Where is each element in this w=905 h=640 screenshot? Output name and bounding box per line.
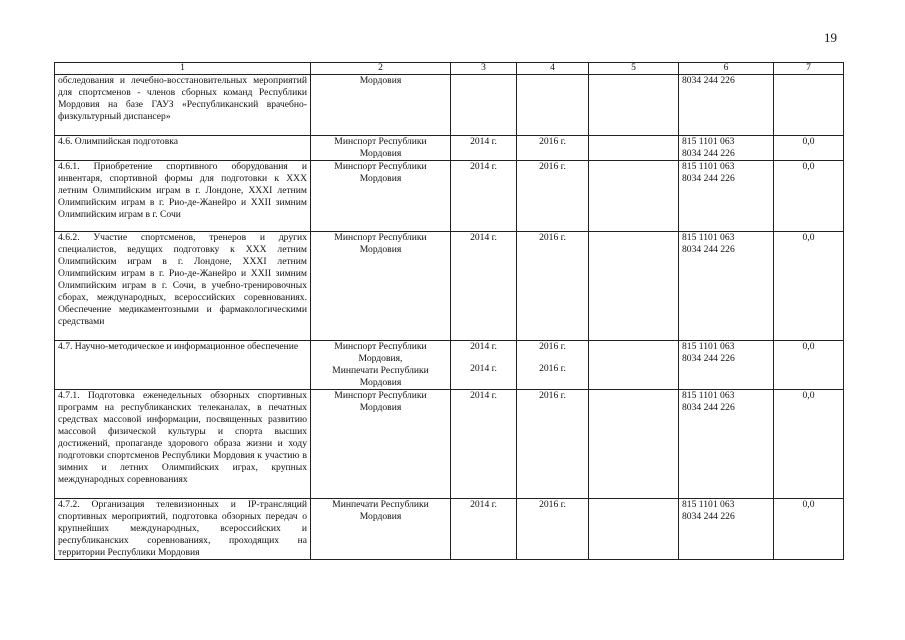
table-row (55, 161, 844, 232)
column-5-cell (589, 232, 679, 341)
activity-description-cell: 4.6. Олимпийская подготовка (55, 136, 311, 161)
end-year-line: 2016 г. (539, 363, 566, 374)
end-year-cell (517, 75, 589, 136)
end-year-line: 2016 г. (539, 390, 566, 401)
column-5-cell (589, 161, 679, 232)
start-year-line: 2014 г. (470, 499, 497, 510)
end-year-line: 2016 г. (539, 232, 566, 243)
executor-line: Мордовия (359, 377, 402, 388)
table-row (55, 341, 844, 390)
funding-value-cell: 0,0 (774, 161, 844, 232)
start-year-line: 2014 г. (470, 341, 497, 352)
start-year-cell (451, 232, 517, 341)
page-number: 19 (824, 30, 837, 45)
budget-code-line: 815 1101 063 (682, 499, 735, 510)
funding-value-cell: 0,0 (774, 390, 844, 499)
budget-code-cell (679, 161, 774, 232)
table-row (55, 499, 844, 560)
executor-line: Минспорт Республики (334, 161, 427, 172)
table-row (55, 75, 844, 136)
executor-line: Мордовия (359, 148, 402, 159)
start-year-line: 2014 г. (470, 390, 497, 401)
executor-cell (311, 341, 451, 390)
start-year-line: 2014 г. (470, 136, 497, 147)
funding-value-cell: 0,0 (774, 136, 844, 161)
executor-cell (311, 75, 451, 136)
start-year-line: 2014 г. (470, 232, 497, 243)
budget-code-line: 815 1101 063 (682, 341, 735, 352)
table-row (55, 232, 844, 341)
executor-line: Мордовия (359, 75, 402, 86)
executor-line: Минпечати Республики (332, 365, 429, 376)
header-cell: 5 (589, 63, 679, 75)
funding-value-cell (774, 75, 844, 136)
end-year-line: 2016 г. (539, 161, 566, 172)
start-year-cell (451, 136, 517, 161)
executor-line: Мордовия (359, 173, 402, 184)
end-year-line (520, 353, 585, 363)
executor-cell (311, 390, 451, 499)
budget-code-line: 815 1101 063 (682, 136, 735, 147)
budget-code-line: 815 1101 063 (682, 390, 735, 401)
budget-code-line: 8034 244 226 (682, 402, 735, 413)
header-cell: 1 (55, 63, 311, 75)
budget-code-cell (679, 390, 774, 499)
header-cell: 4 (517, 63, 589, 75)
activity-description-cell: обследования и лечебно-восстановительных мероприятий для спортсменов - членов сборных команд Республики Мордовия на базе ГАУЗ «Республиканский врачебно-физкультурный диспансер» (55, 75, 311, 136)
executor-line: Мордовия (359, 402, 402, 413)
executor-line: Минспорт Республики (334, 232, 427, 243)
executor-line: Мордовия, (358, 353, 403, 364)
activity-description-cell: 4.7.1. Подготовка еженедельных обзорных спортивных программ на республиканских телеканалах, в печатных средствах массовой информации, посвященных развитию массовой физической культуры и спорта высших достижений, пропаганде здорового образа жизни и ходу подготовки спортсменов Республики Мордовия к участию в зимних и летних Олимпийских играх, крупных международных соревнованиях (55, 390, 311, 499)
budget-code-cell (679, 232, 774, 341)
start-year-line (454, 75, 513, 85)
executor-line: Минспорт Республики (334, 136, 427, 147)
start-year-line: 2014 г. (470, 363, 497, 374)
executor-line: Мордовия (359, 511, 402, 522)
start-year-cell (451, 390, 517, 499)
executor-line: Минспорт Республики (334, 341, 427, 352)
budget-code-line: 8034 244 226 (682, 511, 735, 522)
executor-cell (311, 161, 451, 232)
end-year-cell (517, 390, 589, 499)
header-cell: 3 (451, 63, 517, 75)
executor-line: Мордовия (359, 244, 402, 255)
end-year-cell (517, 232, 589, 341)
end-year-line (520, 75, 585, 85)
header-row (55, 63, 844, 75)
table-body (55, 63, 844, 560)
column-5-cell (589, 75, 679, 136)
budget-code-cell (679, 75, 774, 136)
activity-description-cell: 4.6.2. Участие спортсменов, тренеров и других специалистов, ведущих подготовку к XXX летним Олимпийским играм в г. Лондоне, XXXI летним Олимпийским играм в г. Рио-де-Жанейро и XXII зимним Олимпийским играм в г. Сочи, в учебно-тренировочных сборах, международных, всероссийских соревнованиях. Обеспечение медикаментозными и фармакологическими средствами (55, 232, 311, 341)
budget-code-line: 8034 244 226 (682, 353, 735, 364)
start-year-line (454, 353, 513, 363)
budget-code-line: 8034 244 226 (682, 244, 735, 255)
activity-description-cell: 4.6.1. Приобретение спортивного оборудования и инвентаря, спортивной формы для подготовки к XXX летним Олимпийским играм в г. Лондоне, XXXI летним Олимпийским играм в г. Рио-де-Жанейро и XXII зимним Олимпийским играм в г. Сочи (55, 161, 311, 232)
budget-code-cell (679, 136, 774, 161)
budget-code-line: 815 1101 063 (682, 232, 735, 243)
executor-cell (311, 136, 451, 161)
budget-code-line: 8034 244 226 (682, 148, 735, 159)
end-year-line: 2016 г. (539, 499, 566, 510)
executor-cell (311, 232, 451, 341)
header-cell: 7 (774, 63, 844, 75)
column-5-cell (589, 341, 679, 390)
column-5-cell (589, 390, 679, 499)
end-year-cell (517, 136, 589, 161)
column-5-cell (589, 499, 679, 560)
executor-line: Минпечати Республики (332, 499, 429, 510)
executor-cell (311, 499, 451, 560)
activity-description-cell: 4.7.2. Организация телевизионных и IP-трансляций спортивных мероприятий, подготовка обзорных передач о крупнейших международных, всероссийских и республиканских соревнованиях, проходящих на территории Республики Мордовия (55, 499, 311, 560)
budget-code-cell (679, 341, 774, 390)
budget-code-cell (679, 499, 774, 560)
funding-value-cell: 0,0 (774, 232, 844, 341)
budget-code-line: 815 1101 063 (682, 161, 735, 172)
start-year-cell (451, 341, 517, 390)
activity-description-cell: 4.7. Научно-методическое и информационное обеспечение (55, 341, 311, 390)
start-year-cell (451, 75, 517, 136)
end-year-cell (517, 161, 589, 232)
end-year-cell (517, 341, 589, 390)
program-table (54, 62, 844, 560)
budget-code-line: 8034 244 226 (682, 75, 735, 86)
end-year-line: 2016 г. (539, 136, 566, 147)
table-row (55, 136, 844, 161)
start-year-line: 2014 г. (470, 161, 497, 172)
end-year-line: 2016 г. (539, 341, 566, 352)
start-year-cell (451, 499, 517, 560)
funding-value-cell: 0,0 (774, 499, 844, 560)
start-year-cell (451, 161, 517, 232)
end-year-cell (517, 499, 589, 560)
budget-code-line: 8034 244 226 (682, 173, 735, 184)
table-row (55, 390, 844, 499)
executor-line: Минспорт Республики (334, 390, 427, 401)
header-cell: 2 (311, 63, 451, 75)
column-5-cell (589, 136, 679, 161)
header-cell: 6 (679, 63, 774, 75)
funding-value-cell: 0,0 (774, 341, 844, 390)
